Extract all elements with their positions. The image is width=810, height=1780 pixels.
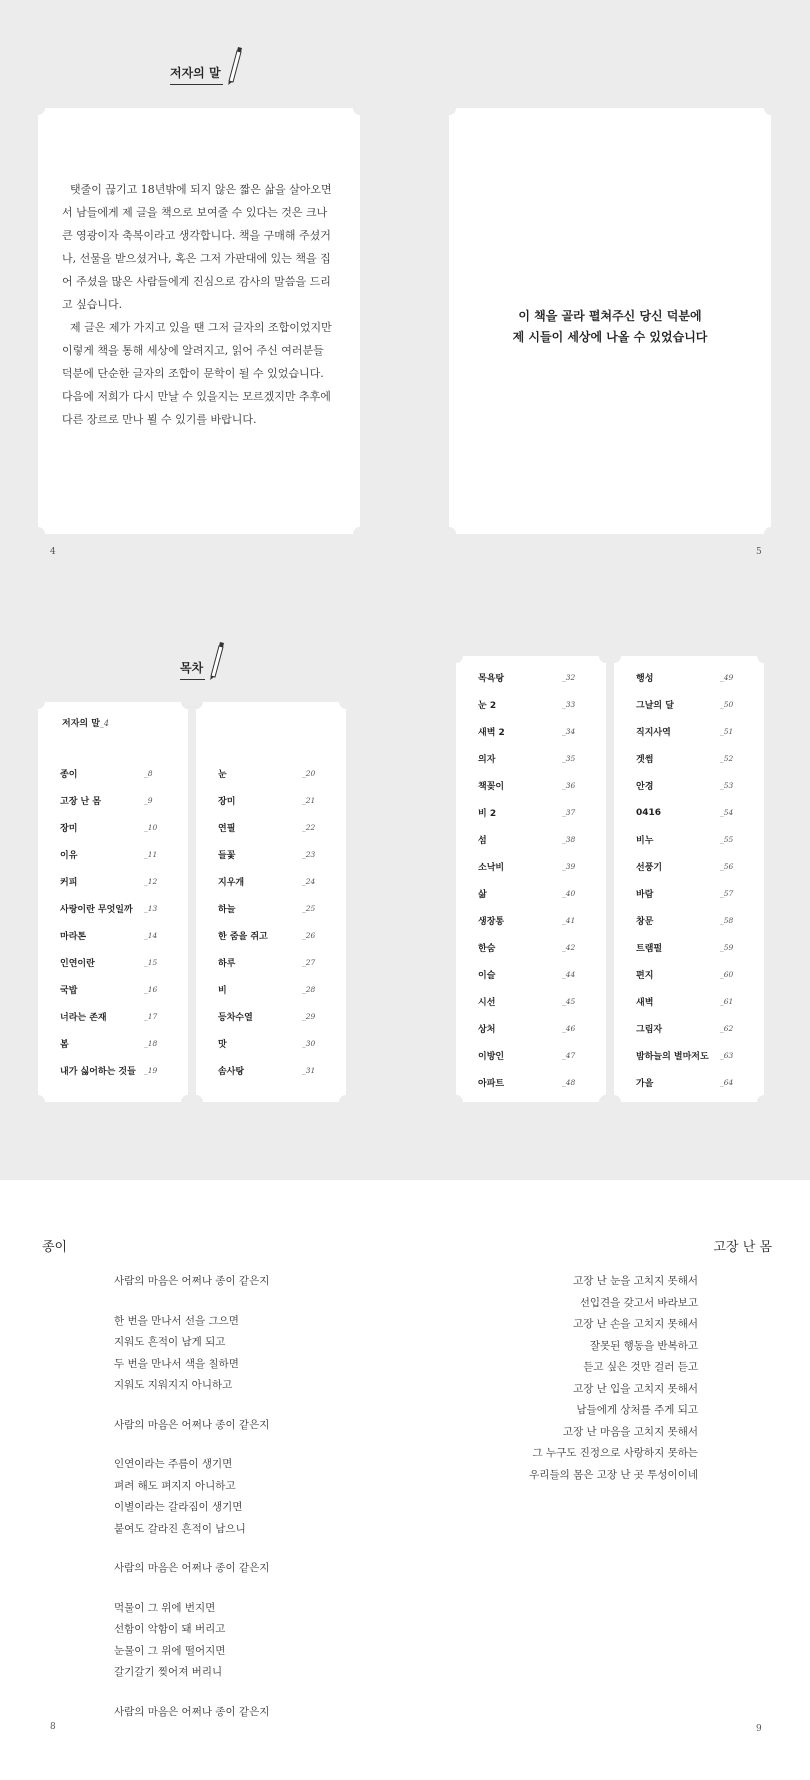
- dedication-text: [449, 306, 771, 348]
- poem-line: 이별이라는 갈라짐이 생기면: [114, 1501, 243, 1513]
- toc-entry[interactable]: [218, 868, 324, 895]
- toc-entry-title: 아파트: [478, 1079, 505, 1089]
- toc-entry-title: 비: [218, 986, 227, 996]
- toc-list: [478, 664, 584, 1096]
- toc-entry-page: _26: [302, 931, 316, 940]
- poem-line: 우리들의 몸은 고장 난 곳 투성이이네: [529, 1468, 698, 1481]
- poem-line: 인연이라는 주름이 생기면: [114, 1458, 233, 1470]
- poem-line: 사람의 마음은 어쩌나 종이 같은지: [114, 1418, 270, 1431]
- toc-entry[interactable]: [218, 787, 324, 814]
- toc-entry[interactable]: [478, 880, 584, 907]
- toc-entry[interactable]: [60, 760, 166, 787]
- poem-line: 듣고 싶은 것만 걸러 듣고: [583, 1361, 698, 1373]
- toc-entry-title: 바람: [636, 890, 654, 900]
- dedication-line: 이 책을 골라 펼쳐주신 당신 덕분에: [518, 309, 702, 323]
- toc-title: 목차: [180, 659, 205, 680]
- toc-list: [218, 760, 324, 1084]
- toc-entry-page: _57: [720, 889, 734, 898]
- toc-entry-title: 등차수열: [218, 1013, 253, 1023]
- poem-line: 두 번을 만나서 색을 칠하면: [114, 1357, 239, 1370]
- poem-body: [529, 1271, 698, 1486]
- toc-entry-page: _9: [144, 796, 153, 805]
- toc-entry-page: _8: [144, 769, 153, 778]
- dedication-card: [449, 108, 771, 534]
- author-note-title: 저자의 말: [170, 64, 223, 85]
- toc-entry[interactable]: [478, 853, 584, 880]
- toc-entry-title: 사랑이란 무엇일까: [60, 905, 133, 915]
- toc-entry-title: 편지: [636, 971, 654, 981]
- toc-entry-page: _21: [302, 796, 316, 805]
- toc-entry-title: 그날의 달: [636, 701, 674, 711]
- toc-entry-page: _19: [144, 1066, 158, 1075]
- toc-entry-page: _30: [302, 1039, 316, 1048]
- toc-entry-title: 눈 2: [478, 701, 497, 711]
- toc-entry-title: 이유: [60, 851, 78, 861]
- toc-entry-title: 하루: [218, 959, 236, 969]
- toc-entry-page: _27: [302, 958, 316, 967]
- toc-entry[interactable]: [218, 1030, 324, 1057]
- toc-entry-page: _63: [720, 1051, 734, 1060]
- toc-entry[interactable]: [478, 772, 584, 799]
- toc-entry[interactable]: [636, 1042, 742, 1069]
- toc-entry-page: _31: [302, 1066, 316, 1075]
- toc-entry-title: 이방인: [478, 1052, 505, 1062]
- toc-entry-page: _59: [720, 943, 734, 952]
- toc-entry-title: 새벽 2: [478, 728, 505, 738]
- author-note-card: [38, 108, 360, 534]
- toc-entry[interactable]: [636, 961, 742, 988]
- toc-entry-title: 그림자: [636, 1025, 663, 1035]
- page-number: 4: [50, 547, 56, 557]
- pen-icon: [223, 45, 243, 85]
- toc-entry-title: 맛: [218, 1040, 227, 1050]
- page-number: 8: [50, 1722, 56, 1732]
- toc-entry[interactable]: [478, 988, 584, 1015]
- toc-entry-page: _39: [562, 862, 576, 871]
- toc-entry-title: 비 2: [478, 809, 497, 819]
- toc-entry-title: 안경: [636, 782, 654, 792]
- toc-entry-title: 종이: [60, 770, 78, 780]
- toc-entry-page: _34: [562, 727, 576, 736]
- toc-entry-page: _46: [562, 1024, 576, 1033]
- toc-entry-page: _16: [144, 985, 158, 994]
- poem-line: 눈물이 그 위에 떨어지면: [114, 1644, 226, 1657]
- toc-entry-title: 봄: [60, 1040, 69, 1050]
- toc-entry[interactable]: [478, 718, 584, 745]
- toc-entry-page: _58: [720, 916, 734, 925]
- poem-line: 지워도 흔적이 남게 되고: [114, 1336, 226, 1348]
- poem-line: 먹물이 그 위에 번지면: [114, 1601, 216, 1614]
- poem-line: 고장 난 입을 고치지 못해서: [573, 1382, 698, 1395]
- toc-entry-author-note[interactable]: [62, 716, 109, 729]
- toc-entry-title: 겟썸: [636, 755, 654, 765]
- toc-entry-page: _23: [302, 850, 316, 859]
- toc-entry-title: 이슬: [478, 971, 496, 981]
- toc-card: [456, 656, 606, 1102]
- toc-entry-page: _54: [720, 808, 734, 817]
- toc-entry-title: 0416: [636, 807, 662, 818]
- toc-entry-title: 눈: [218, 770, 227, 780]
- toc-entry[interactable]: [60, 787, 166, 814]
- toc-entry-title: 인연이란: [60, 959, 95, 969]
- toc-card: [196, 702, 346, 1102]
- poem-line: 펴려 해도 펴지지 아니하고: [114, 1479, 236, 1492]
- toc-entry-page: _53: [720, 781, 734, 790]
- toc-entry-page: _13: [144, 904, 158, 913]
- toc-entry[interactable]: [218, 1003, 324, 1030]
- toc-entry-title: 창문: [636, 917, 654, 927]
- toc-entry[interactable]: [636, 664, 742, 691]
- dedication-line: 제 시들이 세상에 나올 수 있었습니다: [512, 330, 708, 344]
- toc-entry-title: 선풍기: [636, 863, 663, 873]
- toc-entry[interactable]: [60, 868, 166, 895]
- toc-entry-title: 상처: [478, 1025, 496, 1035]
- toc-entry-title: 국밥: [60, 986, 78, 996]
- toc-entry[interactable]: [636, 745, 742, 772]
- toc-entry-title: 저자의 말: [62, 719, 100, 729]
- toc-entry[interactable]: [218, 1057, 324, 1084]
- page-number: 9: [756, 1724, 762, 1734]
- page-number: 5: [756, 547, 762, 557]
- toc-entry-title: 지우개: [218, 878, 245, 888]
- poem-line: 그 누구도 진정으로 사랑하지 못하는: [532, 1447, 698, 1459]
- toc-entry[interactable]: [636, 880, 742, 907]
- toc-entry[interactable]: [478, 907, 584, 934]
- toc-entry[interactable]: [636, 799, 742, 826]
- toc-entry-title: 고장 난 몸: [60, 797, 102, 807]
- toc-entry-title: 솜사탕: [218, 1067, 245, 1077]
- poem-line: 한 번을 만나서 선을 그으면: [114, 1314, 239, 1327]
- toc-entry-page: _41: [562, 916, 576, 925]
- toc-entry[interactable]: [60, 841, 166, 868]
- toc-entry-page: _62: [720, 1024, 734, 1033]
- toc-entry[interactable]: [636, 1069, 742, 1096]
- toc-entry[interactable]: [60, 922, 166, 949]
- toc-heading: [180, 640, 225, 680]
- toc-entry[interactable]: [478, 961, 584, 988]
- toc-entry-title: 장미: [60, 824, 78, 834]
- toc-entry[interactable]: [60, 1030, 166, 1057]
- toc-entry-title: 너라는 존재: [60, 1013, 107, 1023]
- toc-entry-page: _32: [562, 673, 576, 682]
- poem-title: 종이: [42, 1240, 68, 1255]
- toc-entry[interactable]: [636, 988, 742, 1015]
- toc-entry[interactable]: [636, 934, 742, 961]
- toc-entry-page: _20: [302, 769, 316, 778]
- toc-entry-title: 새벽: [636, 998, 654, 1008]
- poem-line: 갈기갈기 찢어져 버리니: [114, 1666, 223, 1678]
- toc-entry[interactable]: [218, 895, 324, 922]
- toc-entry-title: 시선: [478, 998, 496, 1008]
- poem-line: 사람의 마음은 어쩌나 종이 같은지: [114, 1275, 270, 1287]
- poem-line: 사람의 마음은 어쩌나 종이 같은지: [114, 1705, 270, 1718]
- toc-card: [614, 656, 764, 1102]
- toc-entry-page: _38: [562, 835, 576, 844]
- toc-list: [636, 664, 742, 1096]
- toc-entry-title: 한숨: [478, 944, 496, 954]
- toc-entry-title: 트램펄: [636, 944, 663, 954]
- pen-icon: [205, 640, 225, 680]
- toc-entry-title: 목욕탕: [478, 674, 505, 684]
- toc-entry[interactable]: [636, 691, 742, 718]
- toc-entry-page: _10: [144, 823, 158, 832]
- toc-entry-title: 생장통: [478, 917, 505, 927]
- toc-entry-page: _11: [144, 850, 158, 859]
- toc-entry[interactable]: [60, 895, 166, 922]
- toc-entry[interactable]: [478, 934, 584, 961]
- poem-line: 고장 난 손을 고치지 못해서: [573, 1318, 698, 1330]
- toc-entry-title: 밤하늘의 별마저도: [636, 1052, 709, 1062]
- toc-entry-page: _28: [302, 985, 316, 994]
- poem-title: 고장 난 몸: [713, 1240, 772, 1255]
- toc-entry-title: 섬: [478, 836, 487, 846]
- toc-entry[interactable]: [218, 976, 324, 1003]
- toc-entry[interactable]: [636, 718, 742, 745]
- toc-entry-page: _29: [302, 1012, 316, 1021]
- toc-entry[interactable]: [478, 691, 584, 718]
- toc-entry-page: _40: [562, 889, 576, 898]
- toc-entry-page: _42: [562, 943, 576, 952]
- poem-line: 지워도 지워지지 아니하고: [114, 1379, 233, 1391]
- toc-entry-page: _18: [144, 1039, 158, 1048]
- toc-entry[interactable]: [478, 799, 584, 826]
- toc-entry-page: _50: [720, 700, 734, 709]
- toc-entry[interactable]: [636, 772, 742, 799]
- toc-entry-title: 직지사역: [636, 728, 671, 738]
- toc-entry-page: _44: [562, 970, 576, 979]
- poem-line: 고장 난 마음을 고치지 못해서: [562, 1425, 698, 1438]
- toc-entry-title: 커피: [60, 878, 78, 888]
- toc-card: [38, 702, 188, 1102]
- toc-entry-page: _45: [562, 997, 576, 1006]
- author-note-paragraph: 제 글은 제가 가지고 있을 땐 그저 글자의 조합이었지만 이렇게 책을 통해 세상에 알려지고, 읽어 주신 여러분들 덕분에 단순한 글자의 조합이 문학이 될 수 있었습니다. 다음에 저희가 다시 만날 수 있을지는 모르겠지만 추후에 다른 장르로 만나 뵐 수 있기를 바랍니다.: [62, 321, 332, 426]
- toc-entry-page: _33: [562, 700, 576, 709]
- toc-entry-title: 행성: [636, 674, 654, 684]
- toc-entry[interactable]: [636, 907, 742, 934]
- toc-entry-title: 하늘: [218, 905, 236, 915]
- toc-entry-page: _51: [720, 727, 734, 736]
- toc-entry-page: _17: [144, 1012, 158, 1021]
- toc-entry-page: _22: [302, 823, 316, 832]
- toc-entry[interactable]: [60, 976, 166, 1003]
- toc-entry[interactable]: [60, 814, 166, 841]
- toc-entry-page: _36: [562, 781, 576, 790]
- poem-line: 잘못된 행동을 반복하고: [589, 1339, 698, 1352]
- toc-entry-page: _15: [144, 958, 158, 967]
- toc-entry[interactable]: [478, 826, 584, 853]
- toc-entry-page: _24: [302, 877, 316, 886]
- toc-entry-page: _48: [562, 1078, 576, 1087]
- poem-body: [114, 1271, 269, 1723]
- toc-entry-title: 장미: [218, 797, 236, 807]
- toc-entry[interactable]: [218, 949, 324, 976]
- toc-entry-title: 들꽃: [218, 851, 236, 861]
- toc-entry[interactable]: [478, 1042, 584, 1069]
- poem-line: 선입견을 갖고서 바라보고: [579, 1296, 698, 1309]
- toc-entry-title: 가을: [636, 1079, 654, 1089]
- toc-entry[interactable]: [478, 1015, 584, 1042]
- toc-entry[interactable]: [218, 922, 324, 949]
- toc-entry[interactable]: [636, 853, 742, 880]
- toc-entry-title: 책꽂이: [478, 782, 505, 792]
- toc-entry-title: 연필: [218, 824, 236, 834]
- toc-entry[interactable]: [636, 826, 742, 853]
- author-note-heading: [170, 45, 243, 85]
- toc-entry-title: 삶: [478, 890, 487, 900]
- toc-entry[interactable]: [218, 760, 324, 787]
- author-note-body: [62, 178, 336, 431]
- toc-entry[interactable]: [60, 949, 166, 976]
- poem-line: 붙여도 갈라진 흔적이 남으니: [114, 1522, 246, 1535]
- toc-entry-page: _52: [720, 754, 734, 763]
- toc-entry-title: 비누: [636, 836, 654, 846]
- toc-entry-title: 마라톤: [60, 932, 87, 942]
- toc-entry[interactable]: [218, 814, 324, 841]
- toc-entry[interactable]: [60, 1057, 166, 1084]
- poem-line: 고장 난 눈을 고치지 못해서: [573, 1275, 698, 1287]
- toc-entry[interactable]: [478, 1069, 584, 1096]
- toc-entry-page: _37: [562, 808, 576, 817]
- toc-entry-page: _64: [720, 1078, 734, 1087]
- toc-entry-title: 의자: [478, 755, 496, 765]
- toc-entry[interactable]: [636, 1015, 742, 1042]
- poem-line: 남들에게 상처를 주게 되고: [576, 1404, 698, 1416]
- toc-entry[interactable]: [60, 1003, 166, 1030]
- toc-entry[interactable]: [478, 664, 584, 691]
- poem-line: 사람의 마음은 어쩌나 종이 같은지: [114, 1562, 270, 1574]
- toc-entry[interactable]: [218, 841, 324, 868]
- toc-entry-page: _47: [562, 1051, 576, 1060]
- toc-entry[interactable]: [478, 745, 584, 772]
- toc-entry-page: _14: [144, 931, 158, 940]
- toc-entry-page: _56: [720, 862, 734, 871]
- poem-line: 선함이 악함이 돼 버리고: [114, 1623, 226, 1635]
- toc-entry-page: _61: [720, 997, 734, 1006]
- toc-entry-page: _12: [144, 877, 158, 886]
- toc-entry-page: _55: [720, 835, 734, 844]
- author-note-paragraph: 탯줄이 끊기고 18년밖에 되지 않은 짧은 삶을 살아오면서 남들에게 제 글을 책으로 보여줄 수 있다는 것은 크나큰 영광이자 축복이라고 생각합니다. 책을 구매해 주셨거나, 선물을 받으셨거나, 혹은 그저 가판대에 있는 책을 집어 주셨을 많은 사람들에게 진심으로 감사의 말씀을 드리고 싶습니다.: [62, 183, 332, 311]
- toc-entry-page: _49: [720, 673, 734, 682]
- toc-entry-title: 내가 싫어하는 것들: [60, 1067, 136, 1077]
- toc-entry-title: 한 줌을 쥐고: [218, 932, 268, 942]
- toc-entry-page: _35: [562, 754, 576, 763]
- toc-list: [60, 760, 166, 1084]
- toc-entry-page: _60: [720, 970, 734, 979]
- toc-entry-page: _4: [99, 719, 110, 728]
- toc-entry-title: 소낙비: [478, 863, 505, 873]
- toc-entry-page: _25: [302, 904, 316, 913]
